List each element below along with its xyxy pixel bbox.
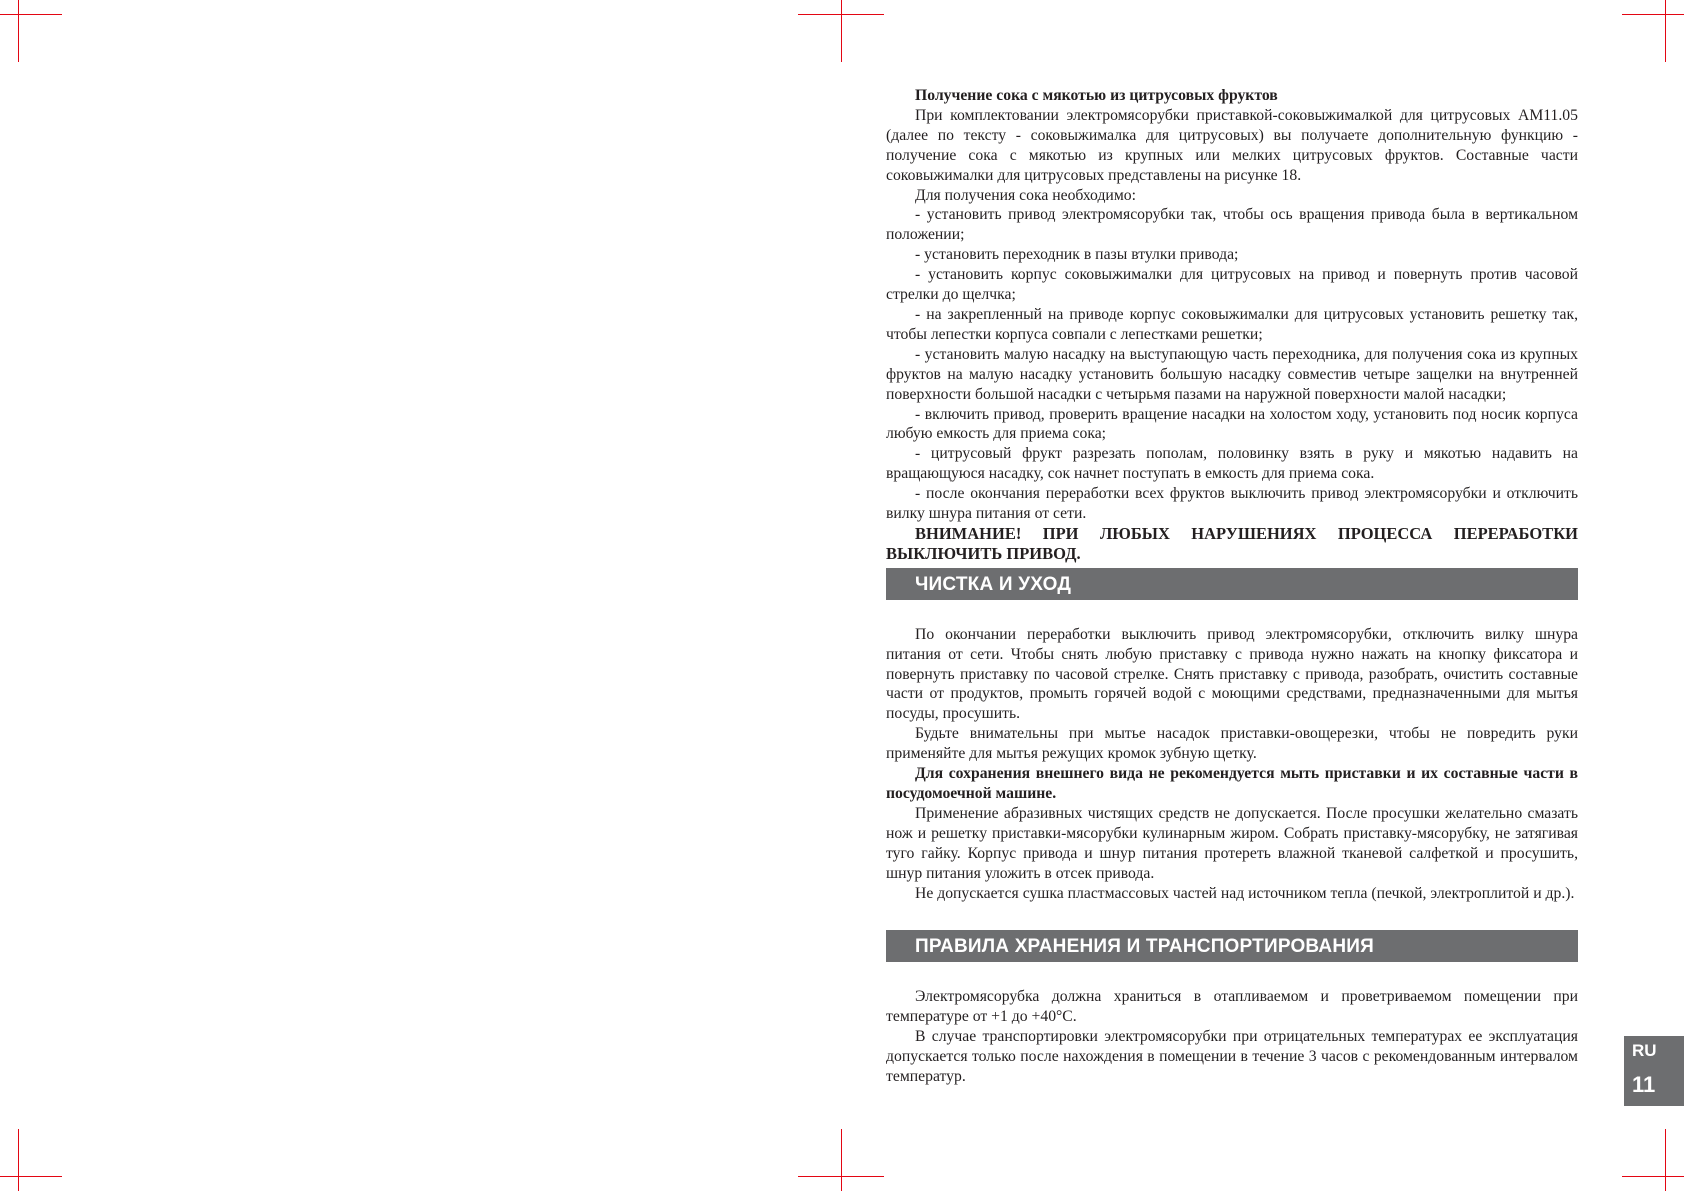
intro-title: Получение сока с мякотью из цитрусовых фруктов: [915, 87, 1278, 104]
list-item: - после окончания переработки всех фруктов выключить привод электромясорубки и отключить вилку шнура питания от сети.: [886, 485, 1578, 523]
list-item: - на закрепленный на приводе корпус соковыжималки для цитрусовых установить решетку так, чтобы лепестки корпуса совпали с лепестками решетки;: [886, 305, 1578, 343]
paragraph: Будьте внимательны при мытье насадок приставки-овощерезки, чтобы не повредить руки применяйте для мытья режущих кромок зубную щетку.: [886, 725, 1578, 763]
crop-mark: [1622, 1176, 1684, 1177]
crop-mark: [18, 0, 19, 62]
list-item: - установить переходник в пазы втулки привода;: [915, 246, 1239, 264]
crop-mark: [841, 1129, 842, 1191]
crop-mark: [798, 1176, 884, 1177]
crop-mark: [1622, 14, 1684, 15]
language-label: RU: [1632, 1041, 1657, 1060]
crop-mark: [1665, 1129, 1666, 1191]
list-item: - включить привод, проверить вращение насадки на холостом ходу, установить под носик корпуса любую емкость для приема сока;: [886, 405, 1578, 443]
crop-mark: [18, 1129, 19, 1191]
paragraph: При комплектовании электромясорубки приставкой-соковыжималкой для цитрусовых АМ11.05 (далее по тексту - соковыжималка для цитрусовых) вы получаете дополнительную функцию - получение сока с мякотью из крупных или мелких цитрусовых фруктов. Составные части соковыжималки для цитрусовых представлены на рисунке 18.: [886, 106, 1578, 184]
paragraph: Электромясорубка должна храниться в отапливаемом и проветриваемом помещении при температуре от +1 до +40°С.: [886, 988, 1578, 1026]
crop-mark: [798, 14, 884, 15]
list-item: - установить корпус соковыжималки для цитрусовых на привод и повернуть против часовой стрелки до щелчка;: [886, 266, 1578, 304]
spacer: [886, 962, 1578, 987]
crop-mark: [0, 1176, 62, 1177]
list-item: - цитрусовый фрукт разрезать пополам, половинку взять в руку и мякотью надавить на вращающуюся насадку, сок начнет поступать в емкость для приема сока.: [886, 445, 1578, 483]
manual-page-content: [886, 86, 1578, 1087]
spacer: [886, 903, 1578, 926]
paragraph: Для получения сока необходимо:: [915, 186, 1136, 204]
section-heading-storage: ПРАВИЛА ХРАНЕНИЯ И ТРАНСПОРТИРОВАНИЯ: [886, 930, 1578, 962]
spacer: [886, 600, 1578, 625]
warning-text: ВНИМАНИЕ! ПРИ ЛЮБЫХ НАРУШЕНИЯХ ПРОЦЕССА ПЕРЕРАБОТКИ ВЫКЛЮЧИТЬ ПРИВОД.: [886, 523, 1578, 563]
crop-mark: [0, 14, 62, 15]
crop-mark: [841, 0, 842, 62]
page-number: 11: [1632, 1072, 1656, 1097]
bold-paragraph: Для сохранения внешнего вида не рекомендуется мыть приставки и их составные части в посудомоечной машине.: [886, 765, 1578, 802]
paragraph: Применение абразивных чистящих средств не допускается. После просушки желательно смазать нож и решетку приставки-мясорубки кулинарным жиром. Собрать приставку-мясорубку, не затягивая туго гайку. Корпус привода и шнур питания протереть влажной тканевой салфеткой и просушить, шнур питания уложить в отсек привода.: [886, 804, 1578, 882]
paragraph: По окончании переработки выключить привод электромясорубки, отключить вилку шнура питания от сети. Чтобы снять любую приставку с привода нужно нажать на кнопку фиксатора и повернуть приставку по часовой стрелке. Снять приставку с привода, разобрать, очистить составные части от продуктов, промыть горячей водой с моющими средствами, предназначенными для мытья посуды, просушить.: [886, 625, 1578, 723]
paragraph: В случае транспортировки электромясорубки при отрицательных температурах ее эксплуатация допускается только после нахождения в помещении в течение 3 часов с рекомендованным интервалом температур.: [886, 1028, 1578, 1086]
list-item: - установить привод электромясорубки так, чтобы ось вращения привода была в вертикальном положении;: [886, 206, 1578, 244]
crop-mark: [1665, 0, 1666, 62]
page-tab: [1624, 1036, 1684, 1106]
section-heading-cleaning: ЧИСТКА И УХОД: [886, 568, 1578, 600]
list-item: - установить малую насадку на выступающую часть переходника, для получения сока из крупных фруктов на малую насадку установить большую насадку совместив четыре защелки на внутренней поверхности большой насадки с четырьмя пазами на наружной поверхности малой насадки;: [886, 345, 1578, 403]
paragraph: Не допускается сушка пластмассовых частей над источником тепла (печкой, электроплитой и др.).: [915, 884, 1575, 902]
